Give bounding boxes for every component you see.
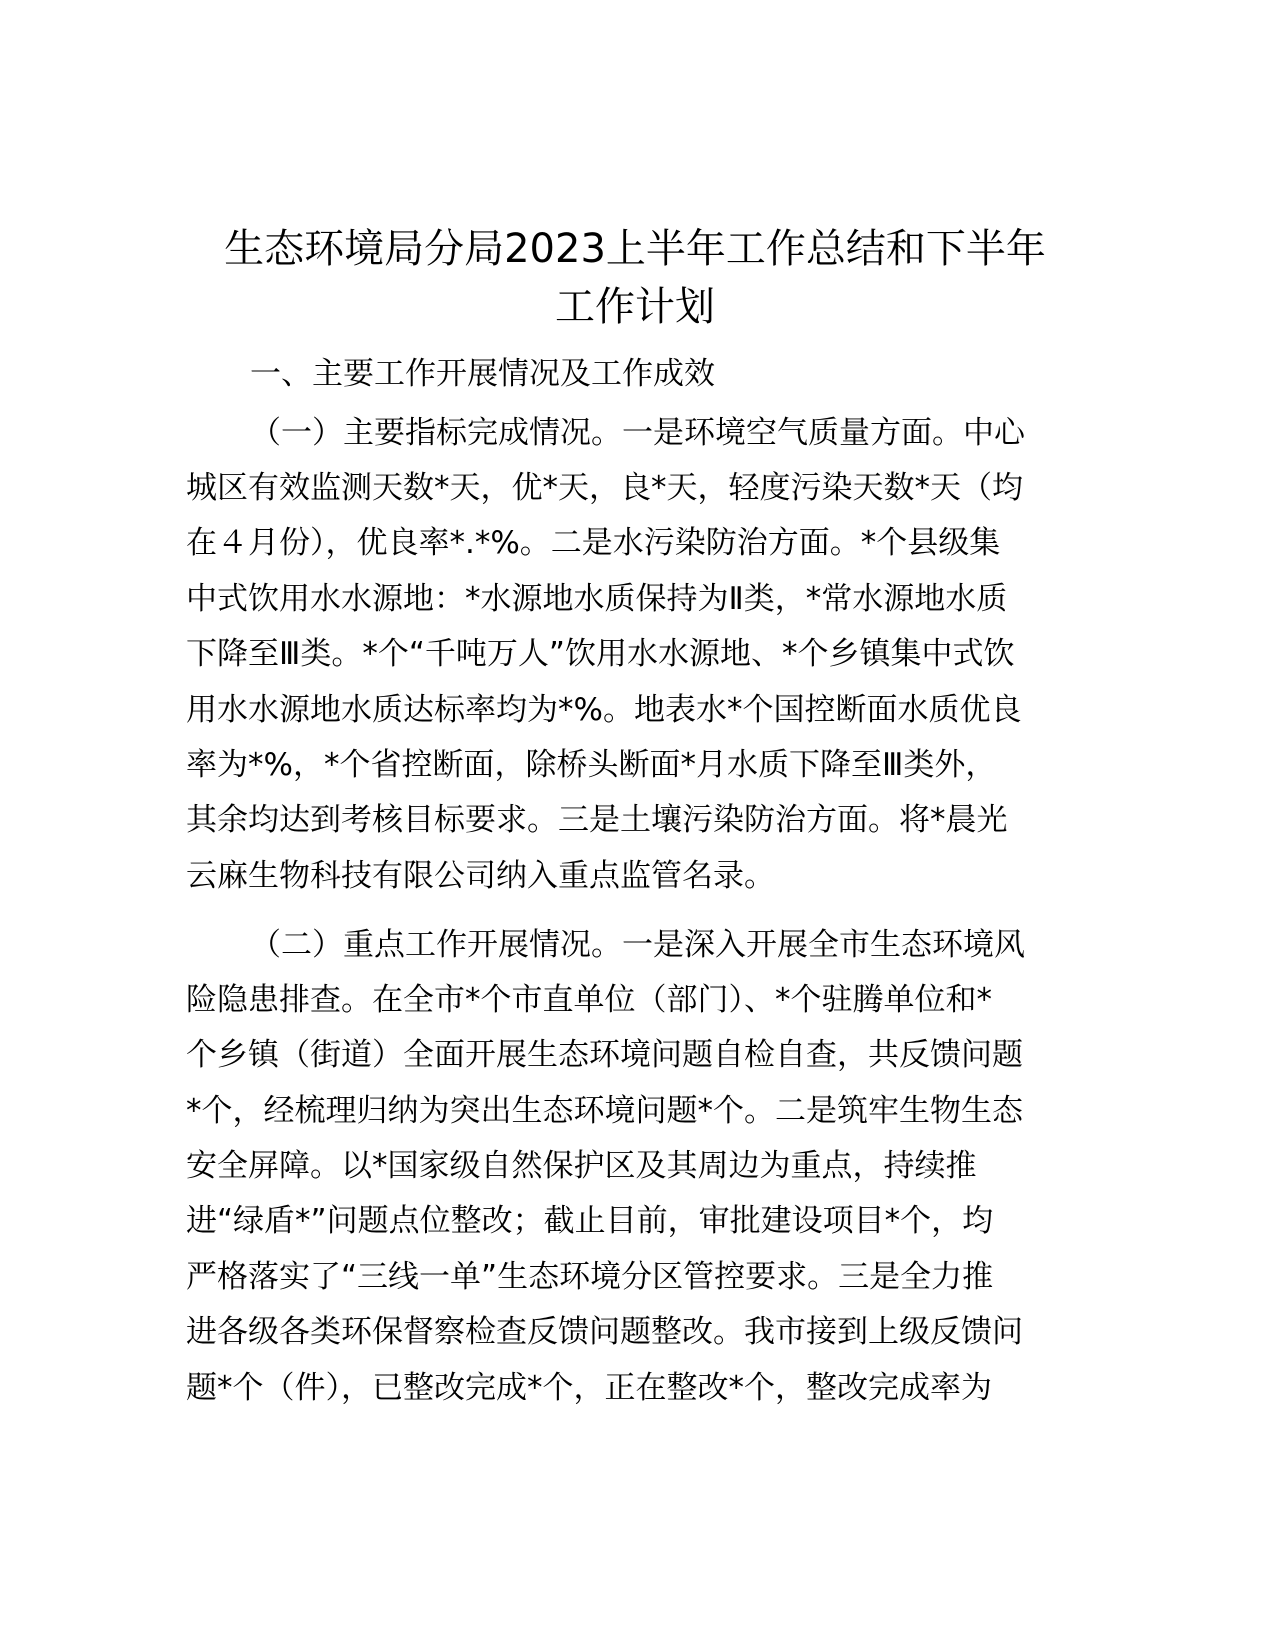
- paragraph-2-line: （二）重点工作开展情况。一是深入开展全市生态环境风: [250, 927, 1025, 963]
- title-line-1: 生态环境局分局2023上半年工作总结和下半年: [224, 226, 1046, 272]
- paragraph-1-line: 城区有效监测天数*天，优*天，良*天，轻度污染天数*天（均: [186, 470, 1023, 506]
- paragraph-2-line: *个，经梳理归纳为突出生态环境问题*个。二是筑牢生物生态: [186, 1093, 1023, 1129]
- paragraph-1-line: 下降至Ⅲ类。*个“千吨万人”饮用水水源地、*个乡镇集中式饮: [186, 636, 1015, 672]
- paragraph-2-line: 严格落实了“三线一单”生态环境分区管控要求。三是全力推: [186, 1259, 994, 1295]
- paragraph-2-line: 进各级各类环保督察检查反馈问题整改。我市接到上级反馈问: [186, 1314, 1023, 1350]
- paragraph-1-line: 率为*%，*个省控断面，除桥头断面*月水质下降至Ⅲ类外，: [186, 747, 997, 783]
- paragraph-2-line: 安全屏障。以*国家级自然保护区及其周边为重点，持续推: [186, 1148, 977, 1184]
- paragraph-1-line: 中式饮用水水源地：*水源地水质保持为Ⅱ类，*常水源地水质: [186, 581, 1008, 617]
- paragraph-1-line: （一）主要指标完成情况。一是环境空气质量方面。中心: [250, 415, 1025, 451]
- section-heading: 一、主要工作开展情况及工作成效: [250, 356, 715, 392]
- paragraph-2-line: 题*个（件），已整改完成*个，正在整改*个，整改完成率为: [186, 1370, 992, 1406]
- title-line-2: 工作计划: [555, 284, 715, 330]
- paragraph-2-line: 个乡镇（街道）全面开展生态环境问题自检自查，共反馈问题: [186, 1037, 1023, 1073]
- paragraph-2-line: 进“绿盾*”问题点位整改；截止目前，审批建设项目*个，均: [186, 1203, 994, 1239]
- document-title: [175, 220, 1095, 336]
- paragraph-1-line: 其余均达到考核目标要求。三是土壤污染防治方面。将*晨光: [186, 802, 1008, 838]
- paragraph-1-line: 用水水源地水质达标率均为*%。地表水*个国控断面水质优良: [186, 692, 1022, 728]
- paragraph-2-line: 险隐患排查。在全市*个市直单位（部门）、*个驻腾单位和*: [186, 982, 992, 1018]
- paragraph-1-line: 云麻生物科技有限公司纳入重点监管名录。: [186, 858, 775, 894]
- paragraph-1-line: 在４月份），优良率*.*%。二是水污染防治方面。*个县级集: [186, 525, 1001, 561]
